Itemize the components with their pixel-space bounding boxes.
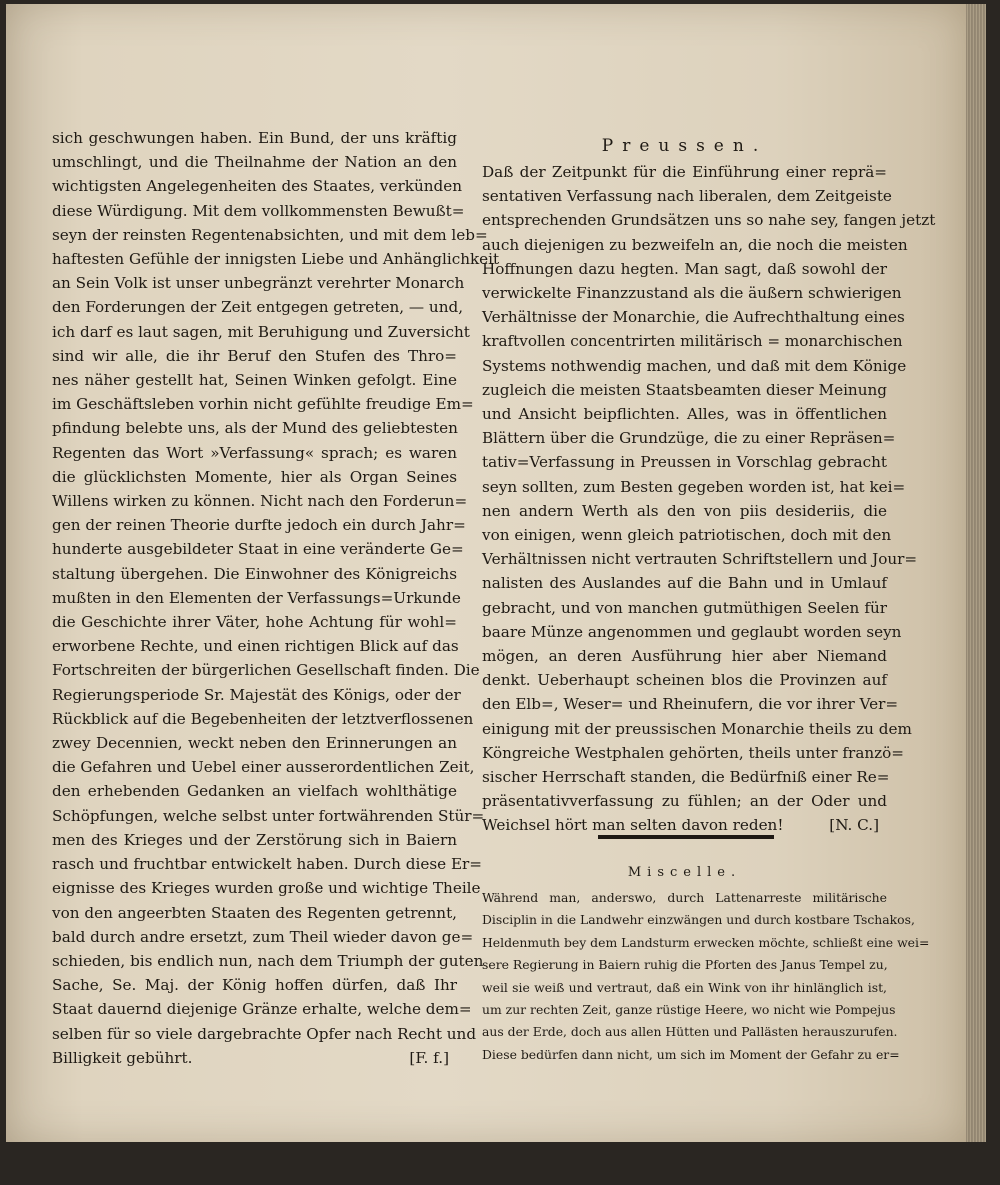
- text-line: Während man, anderswo, durch Lattenarreste militärische: [482, 890, 887, 905]
- text-line: Daß der Zeitpunkt für die Einführung einer reprä=: [482, 163, 887, 181]
- text-line: zwey Decennien, weckt neben den Erinnerungen an: [52, 734, 457, 753]
- miscelle-section: [482, 862, 930, 1066]
- text-line: Regenten das Wort »Verfassung« sprach; es waren: [52, 443, 457, 462]
- author-signature: [N. C.]: [829, 816, 879, 835]
- text-line: Verhältnisse der Monarchie, die Aufrechthaltung eines: [482, 308, 905, 327]
- text-line: sich geschwungen haben. Ein Bund, der uns kräftig: [52, 129, 457, 147]
- text-line: Fortschreiten der bürgerlichen Gesellschaft finden. Die: [52, 661, 480, 680]
- text-line: auch diejenigen zu bezweifeln an, die noch die meisten: [482, 235, 908, 254]
- text-line: wichtigsten Angelegenheiten des Staates, verkünden: [52, 177, 463, 196]
- text-line: diese Würdigung. Mit dem vollkommensten Bewußt=: [52, 201, 465, 220]
- text-line: entsprechenden Grundsätzen uns so nahe sey, fangen jetzt: [482, 211, 936, 230]
- text-line: Diese bedürfen dann nicht, um sich im Moment der Gefahr zu er=: [482, 1046, 900, 1062]
- text-line: mögen, an deren Ausführung hier aber Niemand: [482, 647, 887, 666]
- text-line: staltung übergehen. Die Einwohner des Königreichs: [52, 564, 457, 583]
- text-line: den erhebenden Gedanken an vielfach wohlthätige: [52, 782, 457, 801]
- text-line: seyn der reinsten Regentenabsichten, und mit dem leb=: [52, 225, 488, 244]
- text-line: erworbene Rechte, und einen richtigen Blick auf das: [52, 637, 459, 656]
- text-line: seyn sollten, zum Besten gegeben worden ist, hat kei=: [482, 477, 906, 496]
- text-line: sischer Herrschaft standen, die Bedürfniß einer Re=: [482, 768, 890, 787]
- text-line: zugleich die meisten Staatsbeamten dieser Meinung: [482, 380, 887, 399]
- author-signature: [F. f.]: [409, 1048, 449, 1067]
- text-line: um zur rechten Zeit, ganze rüstige Heere, wo nicht wie Pompejus: [482, 1002, 896, 1018]
- text-line: an Sein Volk ist unser unbegränzt verehrter Monarch: [52, 274, 465, 293]
- text-line: eignisse des Krieges wurden große und wichtige Theile: [52, 879, 481, 898]
- text-line: Weichsel hört man selten davon reden!: [482, 816, 784, 835]
- text-line: haftesten Gefühle der innigsten Liebe und Anhänglichkeit: [52, 250, 500, 269]
- text-line: verwickelte Finanzzustand als die äußern schwierigen: [482, 284, 902, 303]
- text-line: Blättern über die Grundzüge, die zu einer Repräsen=: [482, 429, 896, 448]
- text-line: Regierungsperiode Sr. Majestät des Königs, oder der: [52, 685, 461, 704]
- text-line: rasch und fruchtbar entwickelt haben. Durch diese Er=: [52, 855, 483, 874]
- text-line: umschlingt, und die Theilnahme der Nation an den: [52, 153, 457, 172]
- text-line: den Elb=, Weser= und Rheinufern, die vor ihrer Ver=: [482, 695, 899, 714]
- page-edge: [966, 4, 986, 1142]
- text-line: nalisten des Auslandes auf die Bahn und in Umlauf: [482, 574, 887, 593]
- text-line: mußten in den Elementen der Verfassungs=Urkunde: [52, 588, 461, 607]
- text-line: Verhältnissen nicht vertrauten Schriftstellern und Jour=: [482, 550, 918, 569]
- text-line: pfindung belebte uns, als der Mund des geliebtesten: [52, 419, 458, 438]
- text-line: bald durch andre ersetzt, zum Theil wieder davon ge=: [52, 927, 474, 946]
- text-line: gen der reinen Theorie durfte jedoch ein durch Jahr=: [52, 516, 466, 535]
- text-line: men des Krieges und der Zerstörung sich in Baiern: [52, 830, 457, 849]
- text-line: kraftvollen concentrirten militärisch = monarchischen: [482, 332, 903, 351]
- text-line: die glücklichsten Momente, hier als Organ Seines: [52, 467, 457, 486]
- text-line: Disciplin in die Landwehr einzwängen und durch kostbare Tschakos,: [482, 912, 915, 928]
- text-line: einigung mit der preussischen Monarchie theils zu dem: [482, 719, 912, 738]
- left-column: [52, 126, 500, 1070]
- text-line: im Geschäftsleben vorhin nicht gefühlte freudige Em=: [52, 395, 474, 414]
- section-title-preussen: Preussen.: [601, 136, 768, 156]
- section-title-miscelle: Miscelle.: [627, 865, 742, 880]
- text-line: Heldenmuth bey dem Landsturm erwecken möchte, schließt eine wei=: [482, 934, 930, 950]
- text-line: Hoffnungen dazu hegten. Man sagt, daß sowohl der: [482, 259, 887, 278]
- text-line: Sache, Se. Maj. der König hoffen dürfen, daß Ihr: [52, 976, 457, 995]
- right-column: [482, 133, 936, 838]
- text-line: von einigen, wenn gleich patriotischen, doch mit den: [482, 526, 892, 545]
- text-line: Rückblick auf die Begebenheiten der letztverflossenen: [52, 709, 474, 728]
- section-divider: [598, 835, 774, 839]
- text-line: Billigkeit gebührt.: [52, 1048, 193, 1067]
- text-line: sentativen Verfassung nach liberalen, dem Zeitgeiste: [482, 187, 892, 206]
- text-line: gebracht, und von manchen gutmüthigen Seelen für: [482, 598, 887, 617]
- text-line: sere Regierung in Baiern ruhig die Pforten des Janus Tempel zu,: [482, 957, 888, 973]
- text-line: Schöpfungen, welche selbst unter fortwährenden Stür=: [52, 806, 485, 825]
- text-line: denkt. Ueberhaupt scheinen blos die Provinzen auf: [482, 671, 887, 690]
- text-line: Willens wirken zu können. Nicht nach den Forderun=: [52, 492, 468, 511]
- text-line: präsentativverfassung zu fühlen; an der Oder und: [482, 792, 887, 811]
- text-line: den Forderungen der Zeit entgegen getreten, — und,: [52, 298, 464, 317]
- text-line: und Ansicht beipflichten. Alles, was in öffentlichen: [482, 405, 887, 424]
- text-line: weil sie weiß und vertraut, daß ein Wink von ihr hinlänglich ist,: [482, 979, 887, 995]
- text-line: von den angeerbten Staaten des Regenten getrennt,: [52, 903, 457, 922]
- text-line: ich darf es laut sagen, mit Beruhigung und Zuversicht: [52, 322, 470, 341]
- text-line: Köngreiche Westphalen gehörten, theils unter franzö=: [482, 743, 905, 762]
- text-line: selben für so viele dargebrachte Opfer nach Recht und: [52, 1024, 477, 1043]
- text-line: tativ=Verfassung in Preussen in Vorschlag gebracht: [482, 453, 887, 472]
- text-line: sind wir alle, die ihr Beruf den Stufen des Thro=: [52, 346, 457, 365]
- closing-line: [52, 1046, 457, 1070]
- text-line: hunderte ausgebildeter Staat in eine veränderte Ge=: [52, 540, 464, 559]
- text-line: nen andern Werth als den von piis desideriis, die: [482, 501, 887, 520]
- text-line: aus der Erde, doch aus allen Hütten und Pallästen herauszurufen.: [482, 1024, 898, 1040]
- text-line: baare Münze angenommen und geglaubt worden seyn: [482, 622, 902, 641]
- text-line: schieden, bis endlich nun, nach dem Triumph der guten: [52, 951, 484, 970]
- text-line: Staat dauernd diejenige Gränze erhalte, welche dem=: [52, 1000, 472, 1019]
- text-line: die Geschichte ihrer Väter, hohe Achtung für wohl=: [52, 613, 457, 632]
- text-line: Systems nothwendig machen, und daß mit dem Könige: [482, 356, 907, 375]
- text-line: nes näher gestellt hat, Seinen Winken gefolgt. Eine: [52, 371, 457, 390]
- text-line: die Gefahren und Uebel einer ausserordentlichen Zeit,: [52, 758, 475, 777]
